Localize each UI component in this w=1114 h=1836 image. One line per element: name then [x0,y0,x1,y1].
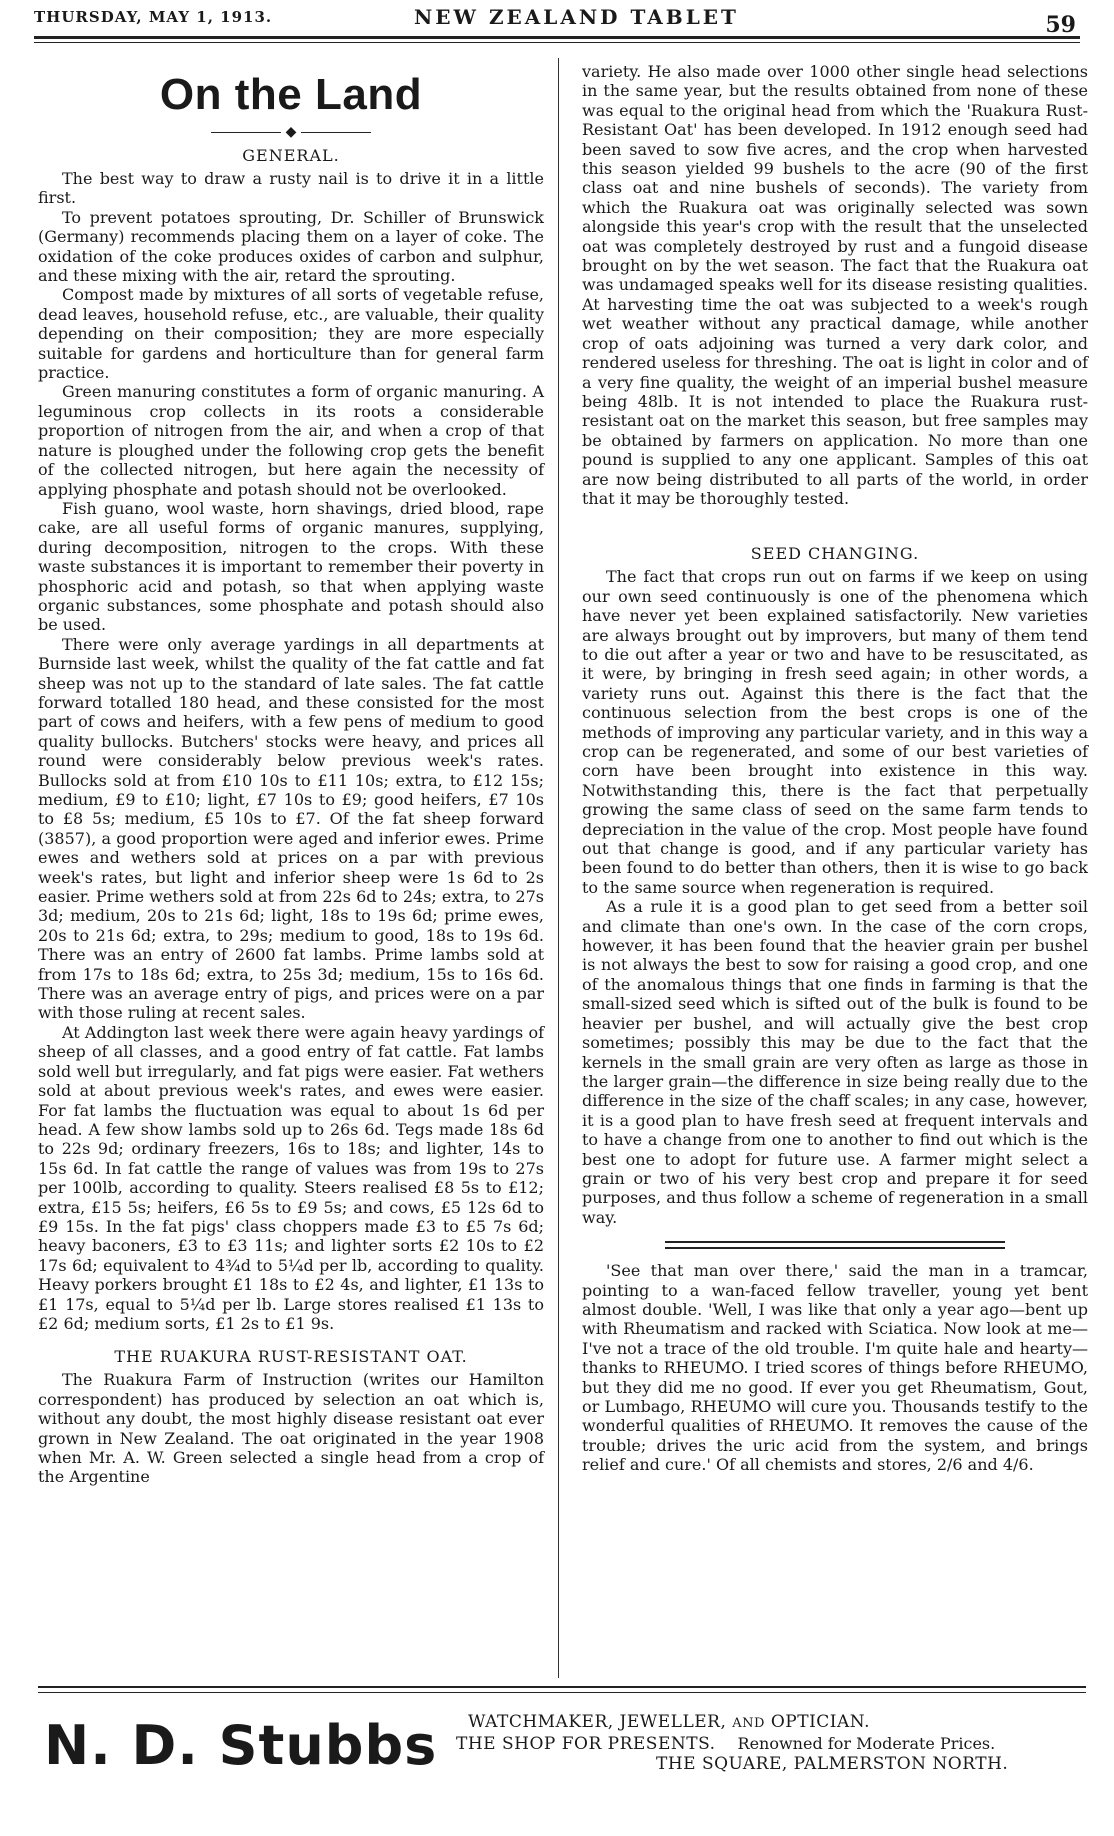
advert-trades: WATCHMAKER, JEWELLER, AND OPTICIAN. [468,1712,870,1732]
advert-rule [38,1686,1086,1688]
paragraph-green-manuring: Green manuring constitutes a form of organic manuring. A leguminous crop collects in its roots a considerable proportion of nitrogen from the air, and when a crop of that nature is ploughed under the following crop gets the benefit of the collected nitrogen, but here again the necessity of applying phosphate and potash should not be overlooked. [38,382,544,499]
paragraph-compost: Compost made by mixtures of all sorts of vegetable refuse, dead leaves, household refuse, etc., are valuable, their quality depending on their composition; they are more especially suitable for gardens and horticulture than for general farm practice. [38,285,544,383]
advert-rule-thin [38,1692,1086,1693]
section-heading-ruakura: THE RUAKURA RUST-RESISTANT OAT. [114,1347,468,1367]
paragraph-potatoes: To prevent potatoes sprouting, Dr. Schiller of Brunswick (Germany) recommends placing them on a layer of coke. The oxidation of the coke produces oxides of carbon and sulphur, and these mixing with the air, retard the sprouting. [38,207,544,286]
paragraph-addington-sales: At Addington last week there were again heavy yardings of sheep of all classes, and a good entry of fat cattle. Fat lambs sold well but irregularly, and fat pigs were easier. Fat wethers sold at about previous week's rates, and ewes were easier. For fat lambs the fluctuation was equal to about 1s 6d per head. A few show lambs sold up to 26s 6d. Tegs made 18s 6d to 22s 9d; ordinary freezers, 16s to 18s; and lighter, 14s to 15s 6d. In fat cattle the range of values was from 19s to 27s per 100lb, according to quality. Steers realised £8 5s to £12; extra, £15 5s; heifers, £6 5s to £9 5s; and cows, £5 12s 6d to £9 15s. In the fat pigs' class choppers made £3 to £5 7s 6d; heavy baconers, £3 to £3 11s; and lighter sorts £2 10s to £2 17s 6d; equivalent to 4¾d to 5¼d per lb, according to quality. Heavy porkers brought £1 18s to £2 4s, and lighter, £1 13s to £1 17s, equal to 5¼d per lb. Large stores realised £1 13s to £2 6d; medium sorts, £1 2s to £1 9s. [38,1022,544,1333]
right-column [582,62,1088,1475]
paragraph-ruakura: The Ruakura Farm of Instruction (writes our Hamilton correspondent) has produced by selection an oat which is, without any doubt, the most highly disease resistant oat ever grown in New Zealand. The oat originated in the year 1908 when Mr. A. W. Green selected a single head from a crop of the Argentine [38,1370,544,1487]
advert-presents: THE SHOP FOR PRESENTS. Renowned for Moderate Prices. [456,1734,996,1754]
issue-date: THURSDAY, MAY 1, 1913. [34,8,273,26]
paragraph-fish-guano: Fish guano, wool waste, horn shavings, dried blood, rape cake, are all useful forms of organic manures, supplying, during decomposition, nitrogen to the crops. With these waste substances it is important to remember their poverty in phosphoric acid and potash, so that when applying waste organic substances, some phosphate and potash should also be used. [38,498,544,635]
paragraph-seed-2: As a rule it is a good plan to get seed from a better soil and climate than one's own. In the case of the corn crops, however, it has been found that the heavier grain per bushel is not always the best to sow for raising a good crop, and one of the anomalous things that one finds in farming is that the small-sized seed which is sifted out of the bulk is found to be heavier per bushel, and will actually give the best crop sometimes; possibly this may be due to the fact that the kernels in the small grain are very often as large as those in the larger grain—the difference in size being really due to the difference in the size of the chaff scales; in any case, however, it is a good plan to have fresh seed at frequent intervals and to have a change from one to another to find out which is the best one to adopt for future use. A farmer might select a grain or two of his very best crop and prepare it for seed purposes, and thus follow a scheme of regeneration in a small way. [582,897,1088,1227]
paragraph-rusty-nail: The best way to draw a rusty nail is to drive it in a little first. [38,169,544,208]
paragraph-rheumo-advert: 'See that man over there,' said the man in a tramcar, pointing to a wan-faced fellow traveller, young yet bent almost double. 'Well, I was like that only a year ago—bent up with Rheumatism and racked with Sciatica. Now look at me—I've not a trace of the old trouble. I'm quite hale and hearty—thanks to RHEUMO. I tried scores of things before RHEUMO, but they did me no good. If ever you get Rheumatism, Gout, or Lumbago, RHEUMO will cure you. Thousands testify to the wonderful qualities of RHEUMO. It removes the cause of the trouble; drives the uric acid from the system, and brings relief and cure.' Of all chemists and stores, 2/6 and 4/6. [582,1261,1088,1475]
paragraph-burnside-sales: There were only average yardings in all departments at Burnside last week, whilst the quality of the fat cattle and fat sheep was not up to the standard of late sales. The fat cattle forward totalled 180 head, and these consisted for the most part of cows and heifers, with a few pens of medium to good quality bullocks. Butchers' stocks were heavy, and prices all round were considerably below previous week's rates. Bullocks sold at from £10 10s to £11 10s; extra, to £12 15s; medium, £9 to £10; light, £7 10s to £9; good heifers, £7 10s to £8 5s; medium, £5 10s to £7. Of the fat sheep forward (3857), a good proportion were aged and inferior ewes. Prime ewes and wethers sold at prices on a par with previous week's rates, but light and inferior sheep were 1s 6d to 2s easier. Prime wethers sold at from 22s 6d to 24s; extra, to 27s 3d; medium, 20s to 21s 6d; light, 18s to 19s 6d; prime ewes, 20s to 21s 6d; extra, to 29s; medium to good, 18s to 19s 6d. There was an entry of 2600 fat lambs. Prime lambs sold at from 17s to 18s 6d; extra, to 25s 3d; medium, 15s to 16s 6d. There was an average entry of pigs, and prices were on a par with those ruling at recent sales. [38,634,544,1023]
section-heading-seed-changing: SEED CHANGING. [750,544,920,564]
section-heading-general: GENERAL. [242,146,340,165]
headline-ornament: ◆ [38,124,544,140]
left-column [38,62,544,1487]
advert-details [456,1712,1076,1774]
masthead-rule-thin [34,42,1080,43]
page-headline: On the Land [159,70,423,119]
paragraph-seed-1: The fact that crops run out on farms if we keep on using our own seed continuously is one of the phenomena which have never yet been explained satisfactorily. New varieties are always brought out by improvers, but many of them tend to die out after a year or two and have to be resuscitated, as it were, by bringing in fresh seed again; in other words, a variety runs out. Against this there is the fact that the continuous selection from the best crops is one of the methods of improving any particular variety, and in this way a crop can be regenerated, and some of our best varieties of corn have been brought into existence in this way. Notwithstanding this, there is the fact that perpetually growing the same class of seed on the same farm tends to depreciation in the value of the crop. Most people have found out that change is good, and if any particular variety has been found to do better than others, then it is wise to go back to the same source when regeneration is required. [582,567,1088,897]
masthead [34,4,1080,38]
newspaper-title: NEW ZEALAND TABLET [414,5,739,29]
section-separator [665,1241,1005,1249]
advert-address: THE SQUARE, PALMERSTON NORTH. [656,1754,1009,1774]
advert-business-name: N. D. Stubbs [44,1714,438,1777]
column-divider [558,58,559,1678]
page-number: 59 [1045,12,1076,38]
masthead-rule [34,36,1080,39]
paragraph-ruakura-continued: variety. He also made over 1000 other single head selections in the same year, but the results obtained from none of these was equal to the original head from which the 'Ruakura Rust-Resistant Oat' has been developed. In 1912 enough seed had been saved to sow five acres, and the crop when harvested this season yielded 99 bushels to the acre (90 of the first class oat and nine bushels of seconds). The variety from which the Ruakura oat was originally selected was sown alongside this year's crop with the result that the unselected oat was completely destroyed by rust and a fungoid disease brought on by the wet season. The fact that the Ruakura oat was undamaged speaks well for its disease resisting qualities. At harvesting time the oat was subjected to a week's rough wet weather without any practical damage, while another crop of oats adjoining was turned a very dark color, and rendered useless for threshing. The oat is light in color and of a very fine quality, the weight of an imperial bushel measure being 48lb. It is not intended to place the Ruakura rust-resistant oat on the market this season, but free samples may be obtained by farmers on application. No more than one pound is supplied to any one applicant. Samples of this oat are now being distributed to all parts of the world, in order that it may be thoroughly tested. [582,62,1088,508]
